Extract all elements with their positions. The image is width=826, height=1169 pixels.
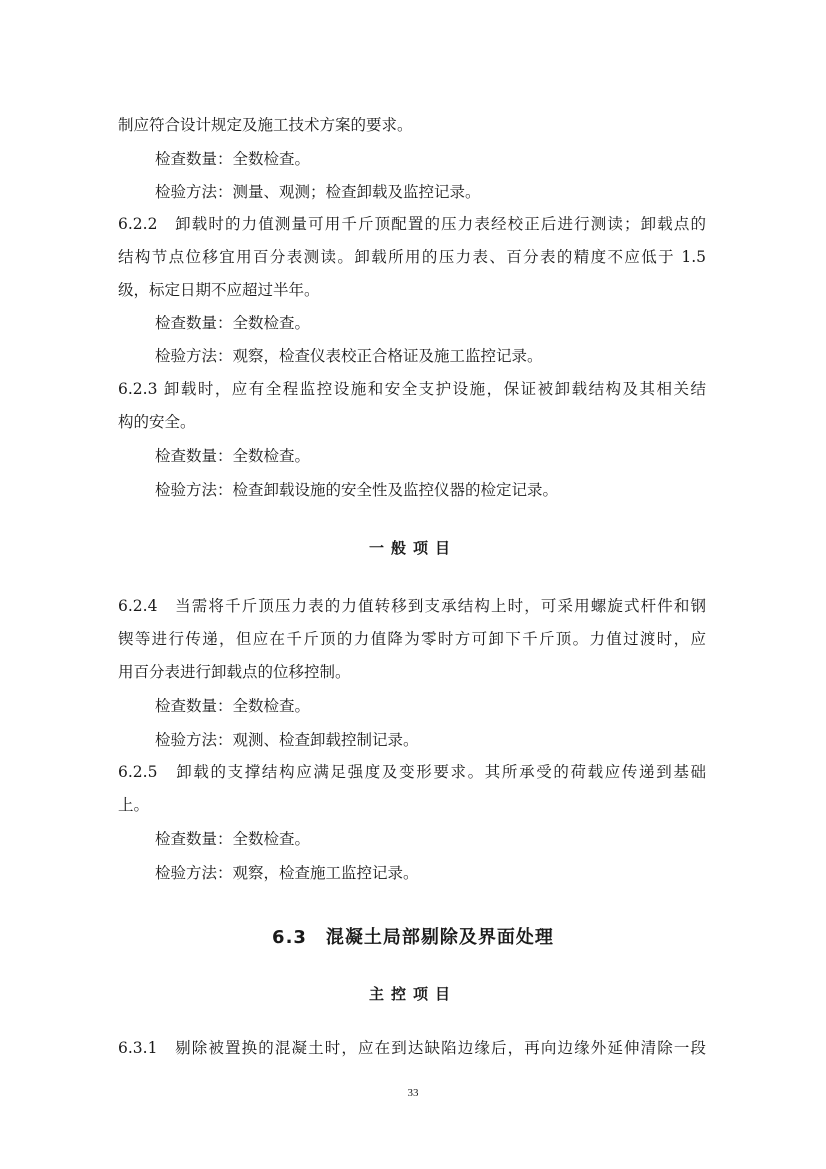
sub-heading-general-items: 一般项目	[368, 539, 457, 557]
text-line: 检验方法：观察，检查施工监控记录。	[155, 864, 419, 882]
text-line: 检查数量：全数检查。	[155, 314, 311, 332]
section-heading-6-3: 6.3 混凝土局部剔除及界面处理	[272, 927, 554, 948]
text-line: 上。	[118, 796, 150, 814]
page-number: 33	[407, 1087, 419, 1099]
sub-heading-main-control-items: 主控项目	[368, 985, 457, 1003]
clause-6-2-3: 6.2.3 卸载时，应有全程监控设施和安全支护设施，保证被卸载结构及其相关结	[118, 380, 706, 398]
text-line: 检验方法：观测、检查卸载控制记录。	[155, 731, 419, 749]
text-line: 构的安全。	[118, 413, 196, 431]
text-line: 检验方法：测量、观测；检查卸载及监控记录。	[155, 183, 481, 201]
text-line: 制应符合设计规定及施工技术方案的要求。	[118, 116, 413, 134]
text-line: 检验方法：观察，检查仪表校正合格证及施工监控记录。	[155, 347, 543, 365]
clause-6-2-5: 6.2.5 卸载的支撑结构应满足强度及变形要求。其所承受的荷载应传递到基础	[118, 763, 706, 781]
text-line: 用百分表进行卸载点的位移控制。	[118, 663, 351, 681]
text-line: 锲等进行传递，但应在千斤顶的力值降为零时方可卸下千斤顶。力值过渡时，应	[118, 630, 706, 648]
text-line: 检查数量：全数检查。	[155, 447, 311, 465]
text-line: 结构节点位移宜用百分表测读。卸载所用的压力表、百分表的精度不应低于 1.5	[118, 248, 706, 266]
clause-6-3-1: 6.3.1 剔除被置换的混凝土时，应在到达缺陷边缘后，再向边缘外延伸清除一段	[118, 1039, 706, 1057]
clause-6-2-2: 6.2.2 卸载时的力值测量可用千斤顶配置的压力表经校正后进行测读；卸载点的	[118, 215, 706, 233]
text-line: 检验方法：检查卸载设施的安全性及监控仪器的检定记录。	[155, 481, 559, 499]
text-line: 检查数量：全数检查。	[155, 697, 311, 715]
clause-6-2-4: 6.2.4 当需将千斤顶压力表的力值转移到支承结构上时，可采用螺旋式杆件和钢	[118, 597, 706, 615]
text-line: 检查数量：全数检查。	[155, 830, 311, 848]
text-line: 级，标定日期不应超过半年。	[118, 281, 320, 299]
text-line: 检查数量：全数检查。	[155, 150, 311, 168]
